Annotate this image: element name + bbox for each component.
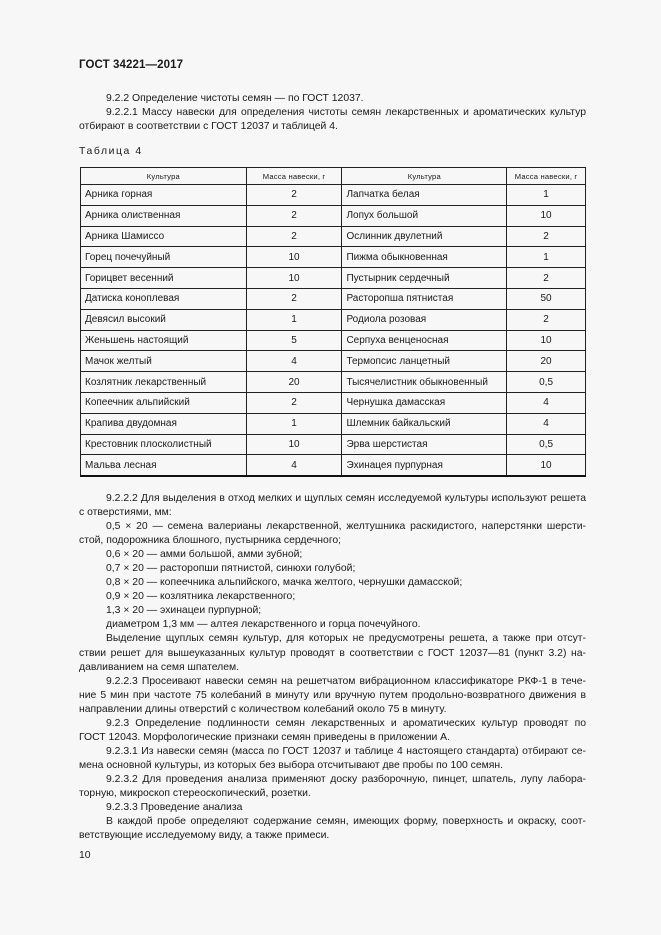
text-line: 0,9 × 20 — козлятника лекарственного; xyxy=(106,591,296,603)
document-header: ГОСТ 34221—2017 xyxy=(79,59,184,71)
culture-cell: Чернушка дамасская xyxy=(342,392,507,413)
column-header-mass: Масса навески, г xyxy=(246,168,342,185)
mass-cell: 10 xyxy=(246,268,342,289)
mass-cell: 4 xyxy=(507,413,586,434)
culture-cell: Козлятник лекарственный xyxy=(81,372,247,393)
body-text xyxy=(79,492,586,843)
culture-cell: Девясил высокий xyxy=(81,309,247,330)
mass-cell: 4 xyxy=(507,392,586,413)
table-row xyxy=(81,185,586,206)
text-line: 9.2.3 Определение подлинности семян лекарственных и ароматических культур проводят по xyxy=(106,717,586,729)
culture-cell: Женьшень настоящий xyxy=(81,330,247,351)
culture-cell: Лопух большой xyxy=(342,205,507,226)
text-line: ние 5 мин при частоте 75 колебаний в минуту или вручную путем продольно-возвратного движения в xyxy=(79,689,586,701)
mass-cell: 2 xyxy=(246,205,342,226)
paragraph-line: 9.2.2.1 Массу навески для определения чистоты семян лекарственных и ароматических культур xyxy=(106,107,586,118)
mass-cell: 50 xyxy=(507,288,586,309)
table-row xyxy=(81,247,586,268)
column-header-culture: Культура xyxy=(81,168,247,185)
table-caption: Таблица 4 xyxy=(79,146,143,157)
mass-cell: 4 xyxy=(246,455,342,476)
text-line: ветствующие исследуемому виду, а также примеси. xyxy=(79,830,330,842)
text-line: 9.2.3.3 Проведение анализа xyxy=(106,802,243,814)
text-line: 0,7 × 20 — расторопши пятнистой, синюхи голубой; xyxy=(106,563,356,575)
table-row xyxy=(81,309,586,330)
culture-cell: Копеечник альпийский xyxy=(81,392,247,413)
mass-cell: 1 xyxy=(246,413,342,434)
text-line: 9.2.2.3 Просеивают навески семян на решетчатом вибрационном классификаторе РКФ-1 в тече- xyxy=(106,675,586,687)
culture-cell: Ослинник двулетний xyxy=(342,226,507,247)
mass-cell: 2 xyxy=(507,268,586,289)
table-row xyxy=(81,434,586,455)
table-row xyxy=(81,372,586,393)
culture-cell: Датиска коноплевая xyxy=(81,288,247,309)
text-line: 0,8 × 20 — копеечника альпийского, мачка желтого, чернушки дамасской; xyxy=(106,577,463,589)
mass-cell: 2 xyxy=(246,185,342,206)
culture-cell: Эрва шерстистая xyxy=(342,434,507,455)
table-row xyxy=(81,226,586,247)
paragraph-line: отбирают в соответствии с ГОСТ 12037 и таблицей 4. xyxy=(79,121,338,133)
text-line: направлении длины отверстий с количеством колебаний около 75 в минуту. xyxy=(79,703,447,715)
mass-cell: 10 xyxy=(507,455,586,476)
text-line: 0,6 × 20 — амми большой, амми зубной; xyxy=(106,549,303,561)
table-row xyxy=(81,413,586,434)
mass-cell: 2 xyxy=(507,226,586,247)
column-header-culture: Культура xyxy=(342,168,507,185)
culture-cell: Горец почечуйный xyxy=(81,247,247,268)
culture-cell: Родиола розовая xyxy=(342,309,507,330)
culture-cell: Термопсис ланцетный xyxy=(342,351,507,372)
table-row xyxy=(81,268,586,289)
culture-cell: Крапива двудомная xyxy=(81,413,247,434)
text-line: мена основной культуры, из которых без выбора отсчитывают две пробы по 100 семян. xyxy=(79,759,504,771)
culture-cell: Пустырник сердечный xyxy=(342,268,507,289)
mass-cell: 4 xyxy=(246,351,342,372)
mass-cell: 2 xyxy=(507,309,586,330)
culture-cell: Мальва лесная xyxy=(81,455,247,476)
text-line: 0,5 × 20 — семена валерианы лекарственной, желтушника раскидистого, наперстянки шерсти- xyxy=(106,521,586,533)
page-number: 10 xyxy=(79,850,91,861)
mass-cell: 1 xyxy=(246,309,342,330)
culture-cell: Горицвет весенний xyxy=(81,268,247,289)
culture-cell: Мачок желтый xyxy=(81,351,247,372)
text-line: ГОСТ 12043. Морфологические признаки семян приведены в приложении А. xyxy=(79,731,451,743)
table-row xyxy=(81,330,586,351)
mass-cell: 20 xyxy=(507,351,586,372)
culture-cell: Арника олиственная xyxy=(81,205,247,226)
mass-cell: 2 xyxy=(246,392,342,413)
mass-cell: 10 xyxy=(246,247,342,268)
text-line: стой, подорожника блошного, пустырника сердечного; xyxy=(79,535,342,547)
mass-cell: 1 xyxy=(507,247,586,268)
text-line: торную, микроскоп стереоскопический, розетки. xyxy=(79,787,311,799)
table-row xyxy=(81,392,586,413)
seed-mass-table xyxy=(80,167,586,477)
table-row xyxy=(81,205,586,226)
text-line: 9.2.2.2 Для выделения в отход мелких и щуплых семян исследуемой культуры используют решета xyxy=(106,493,586,504)
text-line: В каждой пробе определяют содержание семян, имеющих форму, поверхность и окраску, соот- xyxy=(106,816,586,828)
mass-cell: 20 xyxy=(246,372,342,393)
mass-cell: 10 xyxy=(507,205,586,226)
text-line: 9.2.3.1 Из навески семян (масса по ГОСТ 12037 и таблице 4 настоящего стандарта) отбирают се- xyxy=(106,745,586,757)
culture-cell: Крестовник плосколистный xyxy=(81,434,247,455)
culture-cell: Арника Шамиссо xyxy=(81,226,247,247)
mass-cell: 1 xyxy=(507,185,586,206)
text-line: диаметром 1,3 мм — алтея лекарственного и горца почечуйного. xyxy=(106,619,421,631)
column-header-mass: Масса навески, г xyxy=(507,168,586,185)
mass-cell: 2 xyxy=(246,226,342,247)
mass-cell: 0,5 xyxy=(507,372,586,393)
mass-cell: 10 xyxy=(507,330,586,351)
table-row xyxy=(81,351,586,372)
culture-cell: Лапчатка белая xyxy=(342,185,507,206)
table-row xyxy=(81,455,586,476)
culture-cell: Арника горная xyxy=(81,185,247,206)
mass-cell: 0,5 xyxy=(507,434,586,455)
text-line: Выделение щуплых семян культур, для которых не предусмотрены решета, а также при отсут- xyxy=(106,633,586,645)
paragraph-9-2-2-1 xyxy=(79,106,586,134)
table-row xyxy=(81,288,586,309)
mass-cell: 10 xyxy=(246,434,342,455)
table-header-row xyxy=(81,168,586,185)
paragraph-9-2-2: 9.2.2 Определение чистоты семян — по ГОСТ 12037. xyxy=(106,93,364,104)
text-line: давливанием на семя шпателем. xyxy=(79,661,240,673)
culture-cell: Серпуха венценосная xyxy=(342,330,507,351)
mass-cell: 5 xyxy=(246,330,342,351)
text-line: с отверстиями, мм: xyxy=(79,507,172,519)
text-line: ствии решет для вышеуказанных культур проводят в соответствии с ГОСТ 12037—81 (пункт 3.2) на- xyxy=(79,647,586,659)
culture-cell: Расторопша пятнистая xyxy=(342,288,507,309)
text-line: 9.2.3.2 Для проведения анализа применяют доску разборочную, пинцет, шпатель, лупу лабора- xyxy=(106,773,586,785)
culture-cell: Эхинацея пурпурная xyxy=(342,455,507,476)
culture-cell: Шлемник байкальский xyxy=(342,413,507,434)
culture-cell: Тысячелистник обыкновенный xyxy=(342,372,507,393)
mass-cell: 2 xyxy=(246,288,342,309)
culture-cell: Пижма обыкновенная xyxy=(342,247,507,268)
text-line: 1,3 × 20 — эхинацеи пурпурной; xyxy=(106,605,262,617)
